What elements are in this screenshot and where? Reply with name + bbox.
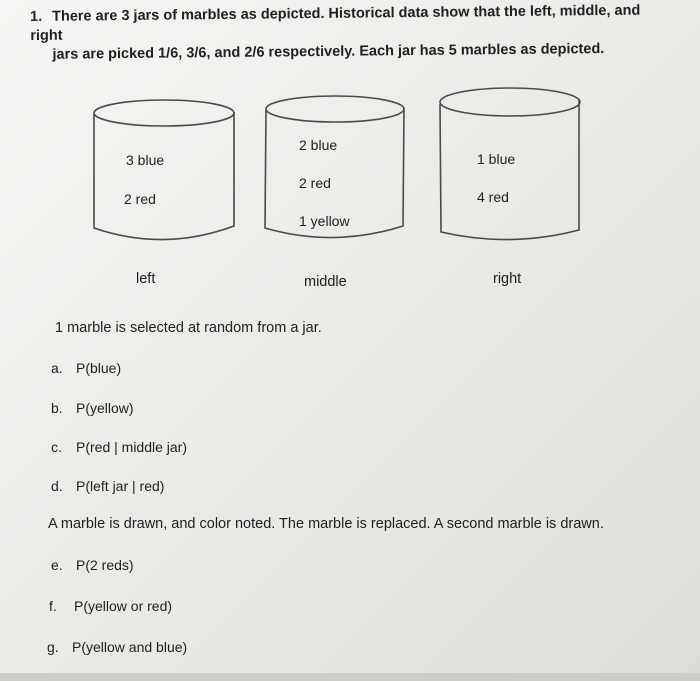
part-a-text: P(blue) xyxy=(76,360,122,376)
middle-jar-blue: 2 blue xyxy=(299,137,338,153)
left-jar xyxy=(90,96,238,246)
part-b-text: P(yellow) xyxy=(76,400,134,416)
part-e-label: e. xyxy=(51,557,63,573)
left-jar-caption: left xyxy=(136,271,156,287)
question-number: 1. xyxy=(30,8,43,25)
show-through-text xyxy=(112,72,116,87)
question-line-1: There are 3 jars of marbles as depicted. Historical data show that the left, middle, and right xyxy=(30,2,641,44)
setup-with-replacement: A marble is drawn, and color noted. The marble is replaced. A second marble is drawn. xyxy=(48,516,604,532)
part-c-label: c. xyxy=(51,439,62,455)
part-d-label: d. xyxy=(51,478,63,494)
setup-single-draw: 1 marble is selected at random from a jar. xyxy=(55,320,322,336)
right-jar-red: 4 red xyxy=(477,189,509,205)
part-g-text: P(yellow and blue) xyxy=(72,639,188,655)
left-jar-red: 2 red xyxy=(124,191,156,207)
page-edge xyxy=(0,673,700,681)
middle-jar-yellow: 1 yellow xyxy=(299,213,350,229)
right-jar-caption: right xyxy=(493,271,522,287)
middle-jar-caption: middle xyxy=(304,274,347,290)
part-f-label: f. xyxy=(49,598,57,614)
left-jar-blue: 3 blue xyxy=(126,152,165,168)
part-f-text: P(yellow or red) xyxy=(74,598,173,614)
question-header xyxy=(30,1,661,65)
middle-jar-red: 2 red xyxy=(299,175,331,191)
part-b-label: b. xyxy=(51,400,63,416)
right-jar-blue: 1 blue xyxy=(477,151,516,167)
part-g-label: g. xyxy=(47,639,59,655)
question-line-2: jars are picked 1/6, 3/6, and 2/6 respectively. Each jar has 5 marbles as depicted. xyxy=(52,40,605,63)
part-e-text: P(2 reds) xyxy=(76,557,134,573)
part-a-label: a. xyxy=(51,360,63,376)
part-c-text: P(red | middle jar) xyxy=(76,439,188,455)
part-d-text: P(left jar | red) xyxy=(76,478,165,494)
